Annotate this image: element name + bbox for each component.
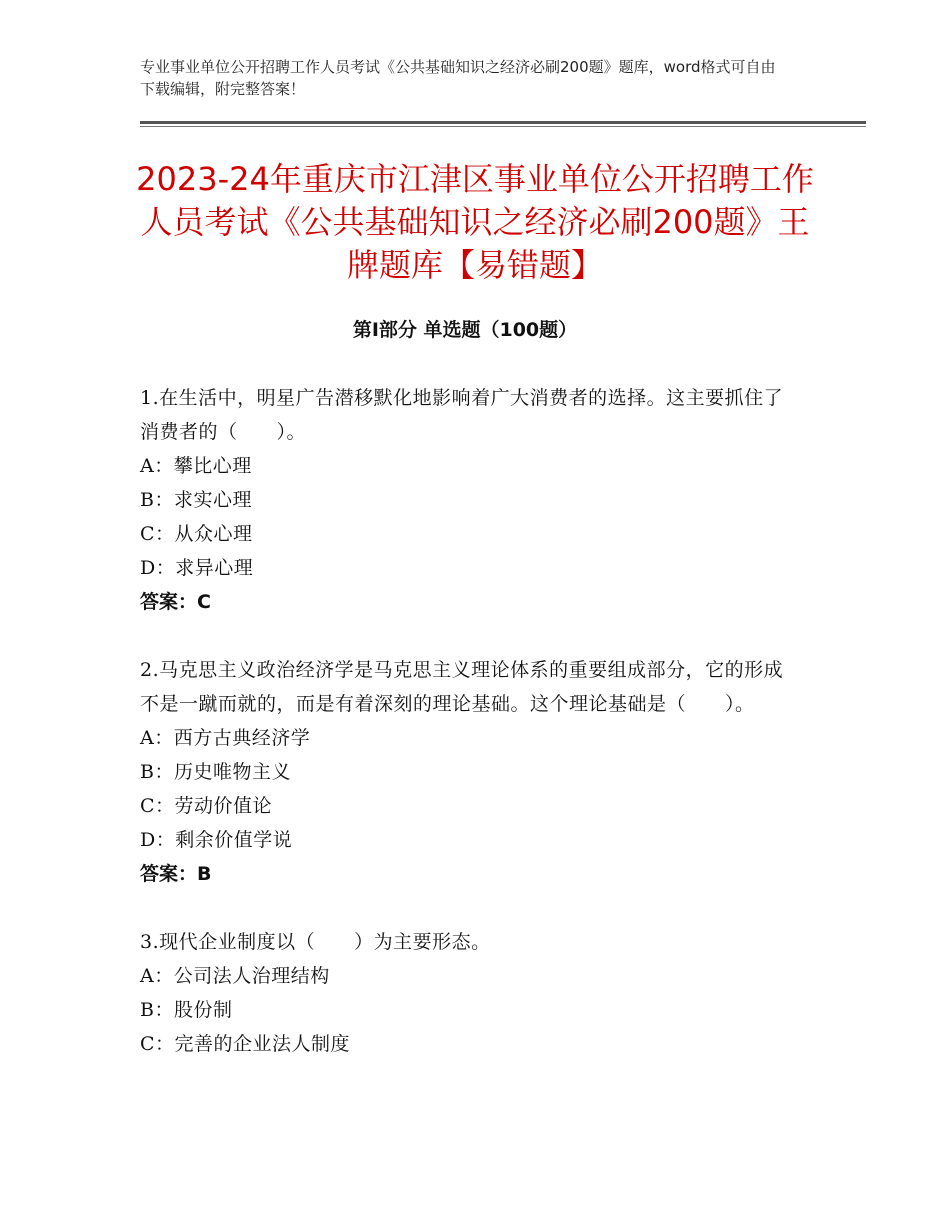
option-a: A：公司法人治理结构 (140, 965, 330, 987)
section-title: 第Ⅰ部分 单选题（100题） (352, 319, 578, 341)
option-a: A：西方古典经济学 (140, 727, 311, 749)
document-title: 2023-24年重庆市江津区事业单位公开招聘工作人员考试《公共基础知识之经济必刷200题》王牌题库【易错题】 (136, 160, 814, 284)
header-divider-thick (140, 121, 866, 124)
question-3 (140, 925, 795, 1061)
question-2 (140, 653, 795, 891)
option-a: A：攀比心理 (140, 455, 252, 477)
option-b: B：求实心理 (140, 489, 252, 511)
header-note: 专业事业单位公开招聘工作人员考试《公共基础知识之经济必刷200题》题库，word格式可自由下载编辑，附完整答案！ (140, 58, 776, 98)
option-b: B：股份制 (140, 999, 233, 1021)
option-d: D：求异心理 (140, 557, 254, 579)
option-c: C：从众心理 (140, 523, 253, 545)
option-d: D：剩余价值学说 (140, 829, 293, 851)
header-divider-thin (140, 126, 866, 127)
question-spacer (140, 891, 795, 925)
question-list (140, 381, 795, 1061)
option-b: B：历史唯物主义 (140, 761, 291, 783)
answer-line: 答案：C (140, 591, 211, 613)
answer-line: 答案：B (140, 863, 212, 885)
question-spacer (140, 619, 795, 653)
question-1 (140, 381, 795, 619)
question-stem: 1.在生活中，明星广告潜移默化地影响着广大消费者的选择。这主要抓住了消费者的（ ）。 (140, 387, 784, 443)
option-c: C：完善的企业法人制度 (140, 1033, 351, 1055)
question-stem: 3.现代企业制度以（ ）为主要形态。 (140, 931, 491, 953)
question-stem: 2.马克思主义政治经济学是马克思主义理论体系的重要组成部分，它的形成不是一蹴而就的，而是有着深刻的理论基础。这个理论基础是（ ）。 (140, 659, 784, 715)
option-c: C：劳动价值论 (140, 795, 273, 817)
